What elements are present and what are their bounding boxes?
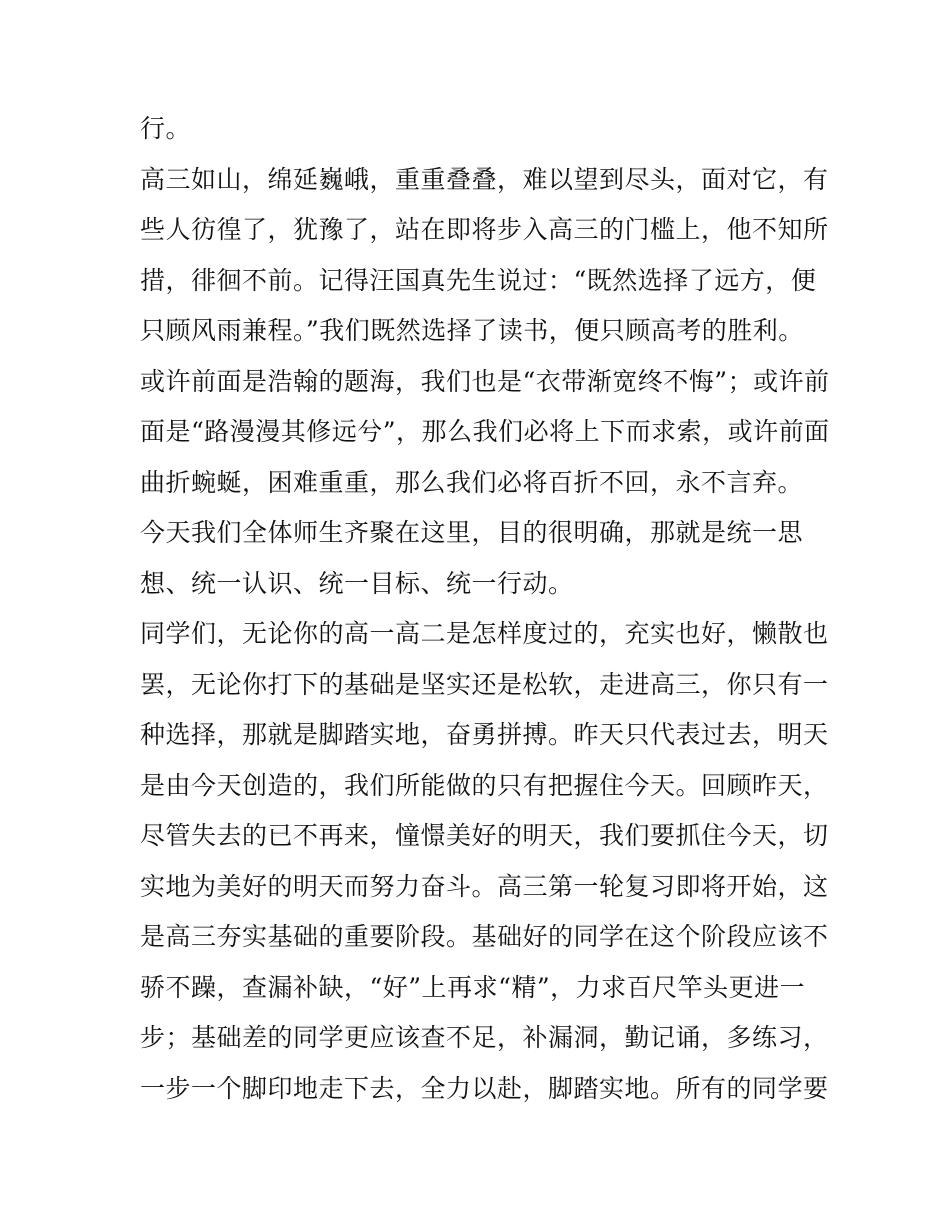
text-line: 高三如山，绵延巍峨，重重叠叠，难以望到尽头，面对它，有 xyxy=(140,164,829,194)
text-line: 种选择，那就是脚踏实地，奋勇拼搏。昨天只代表过去，明天 xyxy=(140,720,829,749)
text-line: 或许前面是浩翰的题海，我们也是“衣带渐宽终不悔”；或许前 xyxy=(140,366,830,396)
text-line: 今天我们全体师生齐聚在这里，目的很明确，那就是统一思 xyxy=(140,518,804,547)
text-line: 只顾风雨兼程。”我们既然选择了读书，便只顾高考的胜利。 xyxy=(140,316,804,345)
text-line: 同学们，无论你的高一高二是怎样度过的，充实也好，懒散也 xyxy=(140,619,829,648)
text-line: 行。 xyxy=(140,114,192,143)
text-line: 一步一个脚印地走下去，全力以赴，脚踏实地。所有的同学要 xyxy=(140,1073,829,1103)
text-line: 措，徘徊不前。记得汪国真先生说过：“既然选择了远方，便 xyxy=(140,265,817,295)
text-line: 是高三夯实基础的重要阶段。基础好的同学在这个阶段应该不 xyxy=(140,922,829,951)
text-line: 些人彷徨了，犹豫了，站在即将步入高三的门槛上，他不知所 xyxy=(140,215,829,244)
text-line: 想、统一认识、统一目标、统一行动。 xyxy=(140,568,574,598)
text-line: 步；基础差的同学更应该查不足，补漏洞，勤记诵，多练习， xyxy=(140,1023,829,1052)
text-line: 罢，无论你打下的基础是坚实还是松软，走进高三，你只有一 xyxy=(140,669,829,699)
text-line: 曲折蜿蜒，困难重重，那么我们必将百折不回，永不言弃。 xyxy=(140,467,804,497)
body-text xyxy=(140,104,830,1114)
text-line: 面是“路漫漫其修远兮”，那么我们必将上下而求索，或许前面 xyxy=(140,417,830,446)
text-line: 骄不躁，查漏补缺，“好”上再求“精”，力求百尺竿头更进一 xyxy=(140,972,806,1002)
text-line: 尽管失去的已不再来，憧憬美好的明天，我们要抓住今天，切 xyxy=(140,821,829,850)
text-line: 实地为美好的明天而努力奋斗。高三第一轮复习即将开始，这 xyxy=(140,871,829,901)
text-line: 是由今天创造的，我们所能做的只有把握住今天。回顾昨天， xyxy=(140,770,829,800)
